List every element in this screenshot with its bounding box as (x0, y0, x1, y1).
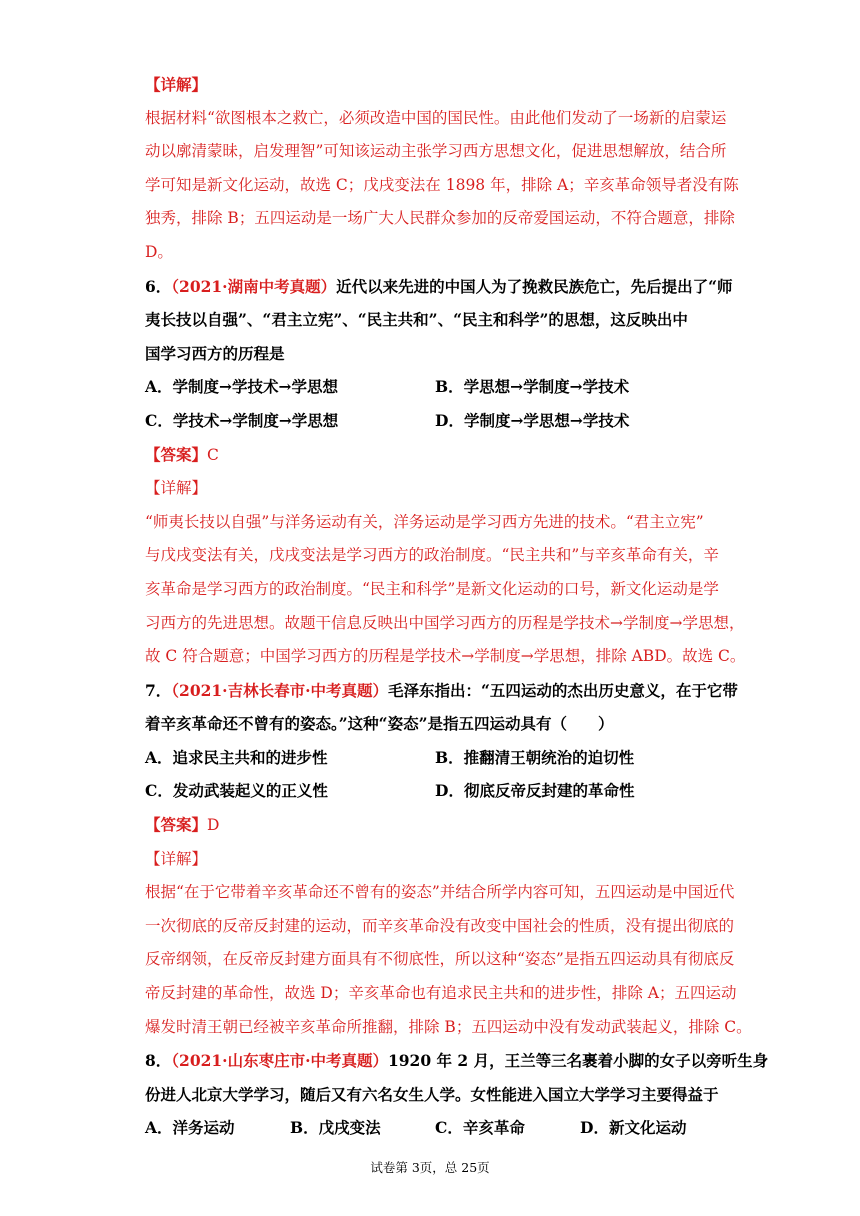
q7-stem-first (145, 674, 738, 708)
q7-option-b: B．推翻清王朝统治的迫切性 (435, 747, 635, 767)
q8-options-row (145, 1111, 725, 1145)
q8-number: 8． (145, 1051, 172, 1071)
q6-explain-line: 亥革命是学习西方的政治制度。“民主和科学”是新文化运动的口号，新文化运动是学 (145, 579, 719, 598)
q7-options-row (145, 774, 725, 808)
q5-explain-line: 独秀，排除 B；五四运动是一场广大人民群众参加的反帝爱国运动，不符合题意，排除 (145, 209, 735, 228)
q6-answer (145, 438, 725, 473)
q7-option-c: C．发动武装起义的正义性 (145, 781, 328, 801)
q6-option-b: B．学思想→学制度→学技术 (435, 377, 630, 397)
page-content (145, 68, 769, 1145)
q6-explain-line: 习西方的先进思想。故题干信息反映出中国学习西方的历程是学技术→学制度→学思想， (145, 613, 745, 632)
q6-options-row (145, 404, 725, 438)
q7-number: 7． (145, 680, 172, 700)
q7-source: （2021·吉林长春市·中考真题） (171, 680, 388, 700)
q7-option-d: D．彻底反帝反封建的革命性 (435, 781, 635, 801)
q6-stem-line: 夷长技以自强”、“君主立宪”、“民主共和”、“民主和科学”的思想，这反映出中 (145, 310, 688, 330)
q6-answer-label: 【答案】 (145, 444, 208, 464)
q5-explain-line: D。 (145, 242, 173, 261)
q8-stem-first (145, 1044, 769, 1078)
q8-option-a: A．洋务运动 (145, 1118, 235, 1138)
q7-option-a: A．追求民主共和的进步性 (145, 747, 328, 767)
q7-detail-label: 【详解】 (145, 849, 208, 868)
q8-source: （2021·山东枣庄市·中考真题） (171, 1051, 388, 1071)
q6-option-d: D．学制度→学思想→学技术 (435, 410, 630, 430)
q7-explain-line: 一次彻底的反帝反封建的运动，而辛亥革命没有改变中国社会的性质，没有提出彻底的 (145, 916, 735, 935)
q6-explain-line: 故 C 符合题意；中国学习西方的历程是学技术→学制度→学思想，排除 ABD。故选 C。 (145, 647, 746, 666)
q7-explain-line: 根据“在于它带着辛亥革命还不曾有的姿态”并结合所学内容可知，五四运动是中国近代 (145, 883, 735, 902)
q7-answer-value: D (207, 816, 220, 835)
q8-stem-line: 份进人北京大学学习，随后又有六名女生人学。女性能进入国立大学学习主要得益于 (145, 1084, 719, 1104)
q7-stem-line: 着辛亥革命还不曾有的姿态。”这种“姿态”是指五四运动具有（ ） (145, 714, 614, 734)
q6-answer-value: C (207, 445, 219, 464)
q6-option-c: C．学技术→学制度→学思想 (145, 410, 339, 430)
page-footer: 试卷第 3页，总 25页 (370, 1160, 490, 1175)
q7-explain-line: 反帝纲领，在反帝反封建方面具有不彻底性，所以这种“姿态”是指五四运动具有彻底反 (145, 950, 735, 969)
q6-stem-line: 近代以来先进的中国人为了挽救民族危亡，先后提出了“师 (336, 276, 733, 296)
q5-explain-line: 根据材料“欲图根本之救亡，必须改造中国的国民性。由此他们发动了一场新的启蒙运 (145, 108, 727, 127)
q6-number: 6． (145, 276, 172, 296)
q6-options-row (145, 370, 725, 404)
q7-answer-label: 【答案】 (145, 815, 208, 835)
q6-source: （2021·湖南中考真题） (171, 276, 337, 296)
question-8 (145, 1044, 769, 1145)
q5-explanation (145, 102, 739, 270)
q7-explain-line: 爆发时清王朝已经被辛亥革命所推翻，排除 B；五四运动中没有发动武装起义，排除 C。 (145, 1017, 752, 1036)
q7-explain-line: 帝反封建的革命性，故选 D；辛亥革命也有追求民主共和的进步性，排除 A；五四运动 (145, 984, 737, 1003)
q6-stem-first (145, 270, 733, 304)
q5-explain-line: 动以廓清蒙昧，启发理智”可知该运动主张学习西方思想文化，促进思想解放，结合所 (145, 142, 727, 161)
q6-explain-line: 与戊戌变法有关，戊戌变法是学习西方的政治制度。“民主共和”与辛亥革命有关，辛 (145, 546, 719, 565)
q6-option-a: A．学制度→学技术→学思想 (145, 377, 339, 397)
q6-explain-line: “师夷长技以自强”与洋务运动有关，洋务运动是学习西方先进的技术。“君主立宪” (145, 512, 704, 531)
q7-stem-line: 毛泽东指出：“五四运动的杰出历史意义，在于它带 (387, 680, 738, 700)
q8-option-c: C．辛亥革命 (435, 1118, 525, 1138)
q8-option-b: B．戊戌变法 (290, 1118, 381, 1138)
question-7 (145, 674, 752, 1045)
question-6 (145, 270, 746, 674)
q7-answer (145, 808, 725, 843)
q6-stem-line: 国学习西方的历程是 (145, 343, 285, 363)
q5-detail-label: 【详解】 (145, 75, 208, 94)
q7-options-row (145, 741, 725, 775)
q8-option-d: D．新文化运动 (580, 1118, 687, 1138)
q8-stem-line: 1920 年 2 月，王兰等三名裹着小脚的女子以旁听生身 (387, 1051, 769, 1071)
q6-detail-label: 【详解】 (145, 479, 208, 498)
q5-explain-line: 学可知是新文化运动，故选 C；戊戌变法在 1898 年，排除 A；辛亥革命领导者没有陈 (145, 175, 739, 194)
